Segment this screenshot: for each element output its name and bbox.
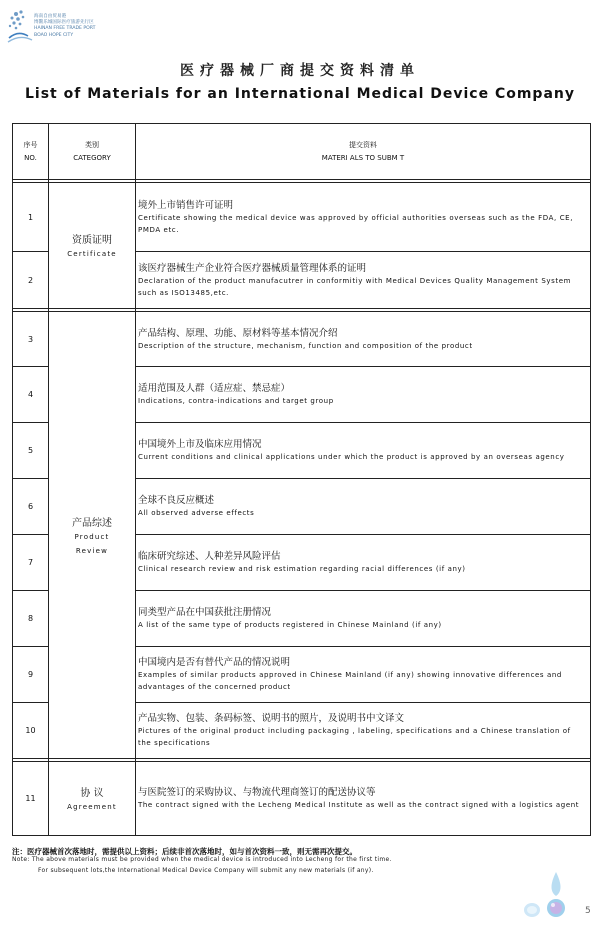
material-cn: 境外上市销售许可证明 (138, 199, 234, 211)
table-row (13, 183, 591, 252)
category-agreement-cn: 协 议 (80, 788, 104, 799)
decorative-droplets-icon (520, 862, 570, 922)
note-english-1: Note: The above materials must be provided when the medical device is introduced into Lecheng for the first time. (12, 856, 392, 863)
header-category (49, 124, 136, 180)
material-cn: 临床研究综述、人种差异风险评估 (138, 551, 281, 562)
table-row (13, 762, 591, 836)
row-number: 10 (13, 703, 49, 759)
material-en: Examples of similar products approved in Chinese Mainland (if any) showing innovative differences and advantages of the concerned product (138, 671, 562, 691)
header-materials-cn: 提交资料 (349, 140, 377, 149)
page-number: 5 (585, 906, 591, 916)
row-number: 1 (13, 183, 49, 252)
material-en: A list of the same type of products registered in Chinese Mainland (if any) (138, 621, 442, 629)
header-materials-en: MATERI ALS TO SUBM T (321, 153, 405, 162)
category-agreement (49, 762, 136, 836)
table-row (13, 312, 591, 367)
material-item (136, 479, 591, 535)
material-cn: 同类型产品在中国获批注册情况 (138, 607, 272, 618)
logo-line-1: 海南自由贸易港 (34, 14, 67, 19)
category-review-cn: 产品综述 (72, 517, 112, 529)
material-item (136, 703, 591, 759)
material-item (136, 762, 591, 836)
title-chinese: 医疗器械厂商提交资料清单 (180, 63, 420, 79)
title-english: List of Materials for an International Medical Device Company (25, 86, 575, 102)
note-english-2: For subsequent lots,the International Medical Device Company will submit any new materials (if any). (38, 867, 374, 874)
logo-line-3: HAINAN FREE TRADE PORT (34, 26, 96, 32)
row-number: 2 (13, 252, 49, 309)
material-item (136, 252, 591, 309)
material-cn: 与医院签订的采购协议、与物流代理商签订的配送协议等 (138, 787, 376, 798)
material-item (136, 647, 591, 703)
row-number: 9 (13, 647, 49, 703)
material-item (136, 535, 591, 591)
header-category-en: CATEGORY (73, 153, 111, 162)
material-en: Current conditions and clinical applications under which the product is approved by an overseas agency (138, 453, 565, 461)
material-en: The contract signed with the Lecheng Medical Institute as well as the contract signed with a logistics agent (138, 801, 580, 809)
logo-line-2: 博鳌乐城国际医疗旅游先行区 (34, 20, 94, 26)
header-no-en: NO. (24, 153, 37, 162)
note-chinese: 注：医疗器械首次落地时，需提供以上资料；后续非首次落地时，如与首次资料一致，则无需再次提交。 (12, 847, 357, 856)
category-certificate-en: Certificate (67, 250, 117, 258)
header-no (13, 124, 49, 180)
material-en: Certificate showing the medical device was approved by official authorities overseas such as the FDA, CE, PMDA etc. (138, 213, 574, 234)
material-cn: 中国境内是否有替代产品的情况说明 (138, 657, 291, 668)
row-number: 7 (13, 535, 49, 591)
material-cn: 中国境外上市及临床应用情况 (138, 439, 262, 450)
category-certificate-cn: 资质证明 (72, 235, 112, 246)
header-category-cn: 类别 (85, 140, 99, 149)
row-number: 11 (13, 762, 49, 836)
material-cn: 适用范围及人群（适应症、禁忌症） (138, 383, 291, 394)
category-review-en-1: Product (74, 532, 110, 541)
material-cn: 全球不良反应概述 (138, 495, 215, 506)
material-cn: 产品实物、包装、条码标签、说明书的照片，及说明书中文译文 (138, 713, 405, 724)
material-cn: 产品结构、原理、功能、原材料等基本情况介绍 (138, 327, 338, 339)
material-en: Description of the structure, mechanism, function and composition of the product (138, 341, 473, 350)
category-agreement-en: Agreement (67, 803, 117, 811)
header-materials (136, 124, 591, 180)
logo-line-4: BOAO HOPE CITY (34, 32, 74, 38)
material-item (136, 367, 591, 423)
material-en: Pictures of the original product including packaging , labeling, specifications and a Chinese translation of the specifications (138, 727, 571, 747)
material-item (136, 591, 591, 647)
category-product-review (49, 312, 136, 759)
material-en: All observed adverse effects (138, 509, 255, 517)
material-en: Indications, contra-indications and target group (138, 397, 334, 405)
logo (6, 6, 126, 52)
material-en: Clinical research review and risk estimation regarding racial differences (if any) (138, 565, 466, 573)
row-number: 5 (13, 423, 49, 479)
material-item (136, 312, 591, 367)
header-no-cn: 序号 (23, 140, 38, 149)
material-en: Declaration of the product manufacutrer in conformitiy with Medical Devices Quality Management System such as ISO13485,etc. (138, 276, 572, 297)
category-review-en-2: Review (75, 546, 109, 555)
materials-table (12, 123, 591, 836)
row-number: 3 (13, 312, 49, 367)
row-number: 8 (13, 591, 49, 647)
category-certificate (49, 183, 136, 309)
material-cn: 该医疗器械生产企业符合医疗器械质量管理体系的证明 (138, 262, 367, 274)
material-item (136, 183, 591, 252)
table-header-row (13, 124, 591, 180)
row-number: 6 (13, 479, 49, 535)
material-item (136, 423, 591, 479)
row-number: 4 (13, 367, 49, 423)
